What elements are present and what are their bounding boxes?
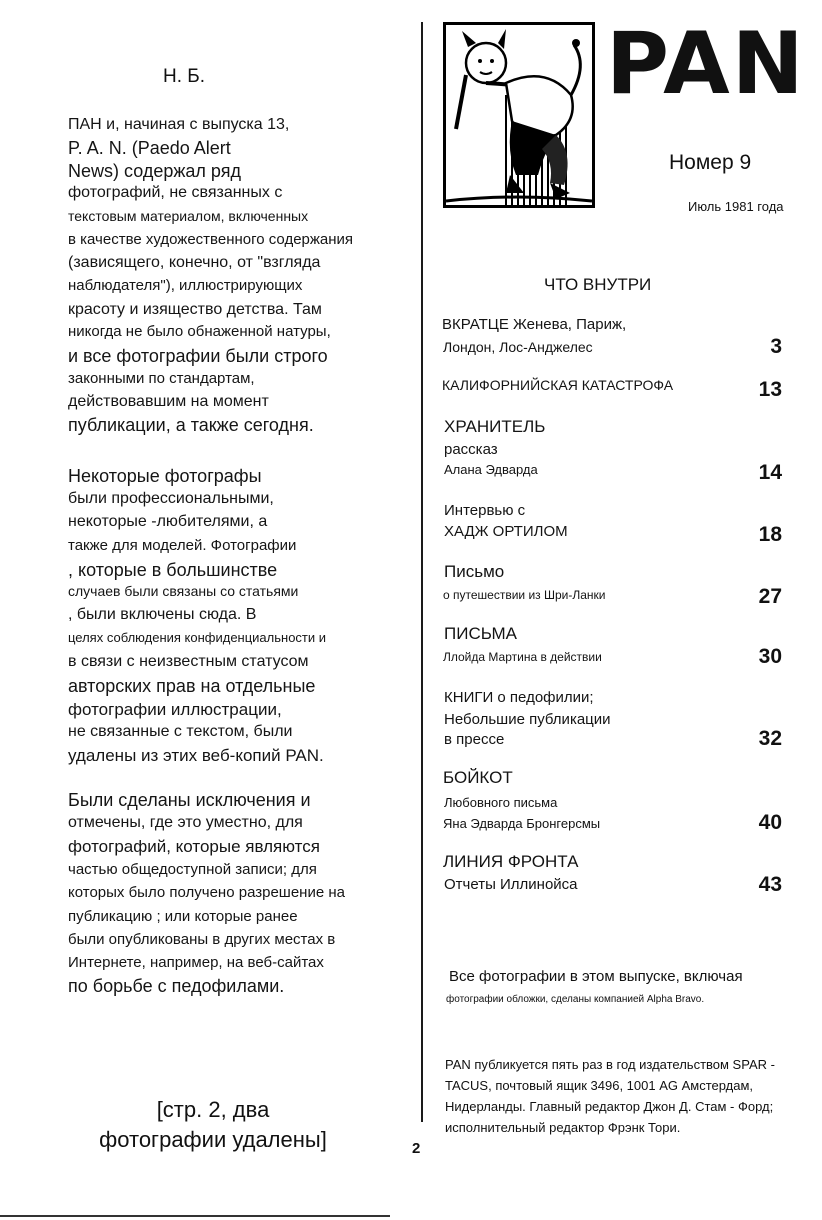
note-line: отмечены, где это уместно, для <box>68 814 303 831</box>
note-line: не связанные с текстом, были <box>68 723 293 740</box>
note-line: (зависящего, конечно, от "взгляда <box>68 254 321 271</box>
contents-entry-line: о путешествии из Шри-Ланки <box>443 588 606 602</box>
removed-photos-note <box>68 1095 358 1155</box>
note-line: действовавшим на момент <box>68 393 269 410</box>
issue-number: Номер 9 <box>669 151 752 174</box>
note-line: Некоторые фотографы <box>68 466 262 486</box>
contents-heading: ЧТО ВНУТРИ <box>544 275 652 294</box>
contents-entry-line: КАЛИФОРНИЙСКАЯ КАТАСТРОФА <box>442 377 674 393</box>
note-line: фотографий, которые являются <box>68 837 320 856</box>
author-initials: Н. Б. <box>163 66 206 87</box>
satyr-illustration-icon <box>446 25 592 205</box>
removed-photos-line-2: фотографии удалены] <box>99 1127 327 1152</box>
note-line: текстовым материалом, включенных <box>68 208 309 224</box>
page-number: 2 <box>412 1140 421 1157</box>
note-line: фотографий, не связанных с <box>68 184 283 201</box>
issue-date: Июль 1981 года <box>688 199 784 214</box>
pan-illustration <box>443 22 595 208</box>
contents-entry-line: ХРАНИТЕЛЬ <box>444 417 546 436</box>
photo-credit-detail: фотографии обложки, сделаны компанией Alpha Bravo. <box>446 994 705 1005</box>
contents-entry-line: БОЙКОТ <box>443 768 513 787</box>
contents-entry-line: рассказ <box>444 441 498 458</box>
contents-entry-line: ПИСЬМА <box>444 624 517 643</box>
contents-page-number: 3 <box>770 335 782 358</box>
publisher-info: PAN публикуется пять раз в год издательством SPAR - TACUS, почтовый ящик 3496, 1001 AG Амстердам, Нидерланды. Главный редактор Джон Д. Стам - Форд; исполнительный редактор Фрэнк Тори. <box>445 1057 775 1135</box>
photo-credit: Все фотографии в этом выпуске, включая <box>449 968 743 985</box>
note-line: частью общедоступной записи; для <box>68 861 317 878</box>
contents-entry-line: Яна Эдварда Бронгерсмы <box>443 816 601 831</box>
note-line: случаев были связаны со статьями <box>68 583 299 599</box>
note-line: наблюдателя"), иллюстрирующих <box>68 277 303 294</box>
note-line: по борьбе с педофилами. <box>68 976 285 996</box>
contents-entry-line: Письмо <box>444 562 505 581</box>
note-line: Интернете, например, на веб-сайтах <box>68 954 324 971</box>
contents-entry-line: Лондон, Лос-Анджелес <box>443 339 593 355</box>
note-line: в связи с неизвестным статусом <box>68 653 309 670</box>
note-line: фотографии иллюстрации, <box>68 700 282 719</box>
note-line: целях соблюдения конфиденциальности и <box>68 630 327 645</box>
page-bottom-rule <box>0 1215 390 1217</box>
contents-page-number: 40 <box>758 811 782 834</box>
note-line: были профессиональными, <box>68 490 274 507</box>
contents-page-number: 14 <box>758 461 782 484</box>
note-line: P. A. N. (Paedo Alert <box>68 138 231 158</box>
contents-page-number: 43 <box>758 873 782 896</box>
removed-photos-line-1: [стр. 2, два <box>156 1097 270 1122</box>
note-line: также для моделей. Фотографии <box>68 537 297 554</box>
note-line: которых было получено разрешение на <box>68 884 345 901</box>
contents-entry-line: ЛИНИЯ ФРОНТА <box>443 852 579 871</box>
contents-entry-line: Любовного письма <box>444 795 558 810</box>
note-line: и все фотографии были строго <box>68 346 328 366</box>
note-line: , которые в большинстве <box>68 560 278 580</box>
contents-entry-line: КНИГИ о педофилии; <box>444 689 594 706</box>
contents-page-number: 13 <box>758 378 782 401</box>
note-line: авторских прав на отдельные <box>68 676 316 696</box>
note-line: , были включены сюда. В <box>68 606 257 623</box>
note-line: были опубликованы в других местах в <box>68 931 336 948</box>
contents-entry-line: в прессе <box>444 731 505 748</box>
contents-page-number: 18 <box>758 523 782 546</box>
contents-entry-line: ХАДЖ ОРТИЛОМ <box>444 523 568 540</box>
note-line: News) содержал ряд <box>68 161 241 181</box>
note-line: публикацию ; или которые ранее <box>68 908 298 925</box>
magazine-logo: PAN <box>606 14 806 114</box>
contents-entry-line: Ллойда Мартина в действии <box>443 650 602 664</box>
note-line: публикации, а также сегодня. <box>68 415 314 435</box>
note-line: законными по стандартам, <box>68 370 255 387</box>
contents-entry-line: Отчеты Иллинойса <box>444 876 578 893</box>
note-line: в качестве художественного содержания <box>68 231 354 248</box>
note-line: Были сделаны исключения и <box>68 790 311 810</box>
contents-entry-line: Интервью с <box>444 502 526 519</box>
note-line: некоторые -любителями, а <box>68 513 268 530</box>
note-line: ПАН и, начиная с выпуска 13, <box>68 116 290 133</box>
note-line: красоту и изящество детства. Там <box>68 301 322 318</box>
contents-page-number: 27 <box>758 585 782 608</box>
contents-page-number: 32 <box>758 727 782 750</box>
note-line: удалены из этих веб-копий PAN. <box>68 746 324 765</box>
contents-entry-line: Алана Эдварда <box>444 462 538 477</box>
contents-page-number: 30 <box>758 645 782 668</box>
note-line: никогда не было обнаженной натуры, <box>68 323 331 340</box>
contents-entry-line: ВКРАТЦЕ Женева, Париж, <box>442 316 627 333</box>
contents-entry-line: Небольшие публикации <box>444 711 611 728</box>
column-divider <box>421 22 423 1122</box>
